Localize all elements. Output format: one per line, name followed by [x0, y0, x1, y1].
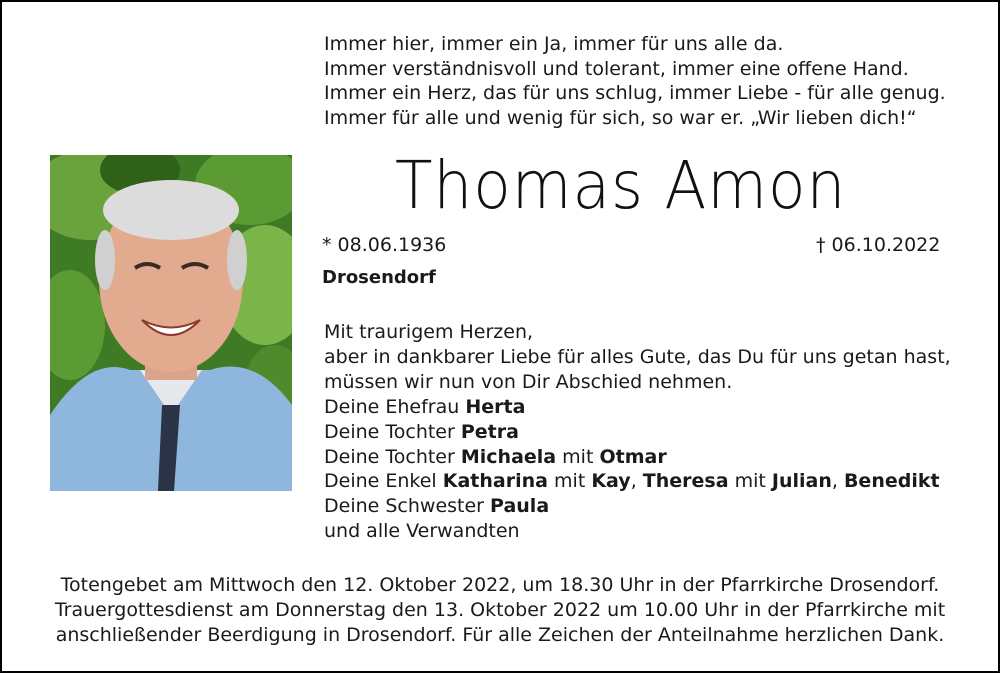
family-row-daughter: [324, 445, 940, 470]
connector-text: mit: [562, 445, 594, 468]
family-list: [324, 395, 940, 544]
relation-label: Deine Tochter: [324, 445, 455, 468]
poem-line: Immer hier, immer ein Ja, immer für uns alle da.: [324, 33, 784, 55]
service-info: [2, 573, 998, 647]
service-line: Totengebet am Mittwoch den 12. Oktober 2022, um 18.30 Uhr in der Pfarrkirche Drosendorf.: [60, 574, 940, 596]
family-row-sister: [324, 494, 940, 519]
poem-line: Immer ein Herz, das für uns schlug, immer Liebe - für alle genug.: [324, 82, 946, 104]
birth-date-value: 08.06.1936: [337, 234, 447, 256]
family-member-name: Paula: [490, 495, 550, 518]
portrait-photo: [50, 155, 292, 491]
portrait-illustration: [50, 155, 292, 491]
connector-text: mit: [734, 470, 766, 493]
relation-label: Deine Tochter: [324, 420, 455, 443]
message-line: Mit traurigem Herzen,: [324, 321, 534, 343]
family-row-daughter: [324, 420, 940, 445]
poem-line: Immer verständnisvoll und tolerant, immer eine offene Hand.: [324, 57, 909, 80]
message-line: aber in dankbarer Liebe für alles Gute, das Du für uns getan hast,: [324, 345, 951, 368]
birth-date: [322, 234, 446, 256]
relation-label: Deine Enkel: [324, 470, 437, 493]
family-row-wife: [324, 395, 940, 420]
message-line: müssen wir nun von Dir Abschied nehmen.: [324, 370, 733, 393]
family-member-name: Katharina: [442, 470, 548, 493]
family-member-name: Michaela: [460, 445, 557, 468]
mourning-message: [324, 320, 951, 394]
family-row-grandchildren: [324, 469, 940, 494]
birth-symbol: *: [322, 234, 332, 256]
family-member-name: Petra: [460, 420, 519, 443]
service-line: anschließender Beerdigung in Drosendorf. Für alle Zeichen der Anteilnahme herzlichen Dank.: [55, 623, 945, 646]
connector-text: mit: [554, 470, 586, 493]
family-row-relatives: und alle Verwandten: [324, 519, 520, 542]
family-member-name: Benedikt: [843, 470, 940, 493]
poem: [324, 32, 946, 130]
separator: ,: [630, 470, 637, 493]
relation-label: Deine Ehefrau: [324, 396, 460, 418]
relation-label: Deine Schwester: [324, 495, 484, 518]
death-date-value: 06.10.2022: [831, 234, 941, 256]
death-symbol: †: [816, 234, 826, 256]
death-date: [816, 234, 940, 256]
family-member-name: Otmar: [599, 445, 667, 468]
service-line: Trauergottesdienst am Donnerstag den 13. Oktober 2022 um 10.00 Uhr in der Pfarrkirche mit: [54, 598, 946, 621]
family-member-name: Theresa: [642, 470, 729, 493]
separator: ,: [831, 470, 838, 493]
family-member-name: Kay: [591, 470, 631, 493]
poem-line: Immer für alle und wenig für sich, so war er. „Wir lieben dich!“: [324, 106, 917, 129]
family-member-name: Herta: [465, 396, 526, 418]
family-member-name: Julian: [771, 470, 832, 493]
hometown: Drosendorf: [322, 267, 436, 288]
deceased-name: Thomas Amon: [395, 147, 847, 224]
